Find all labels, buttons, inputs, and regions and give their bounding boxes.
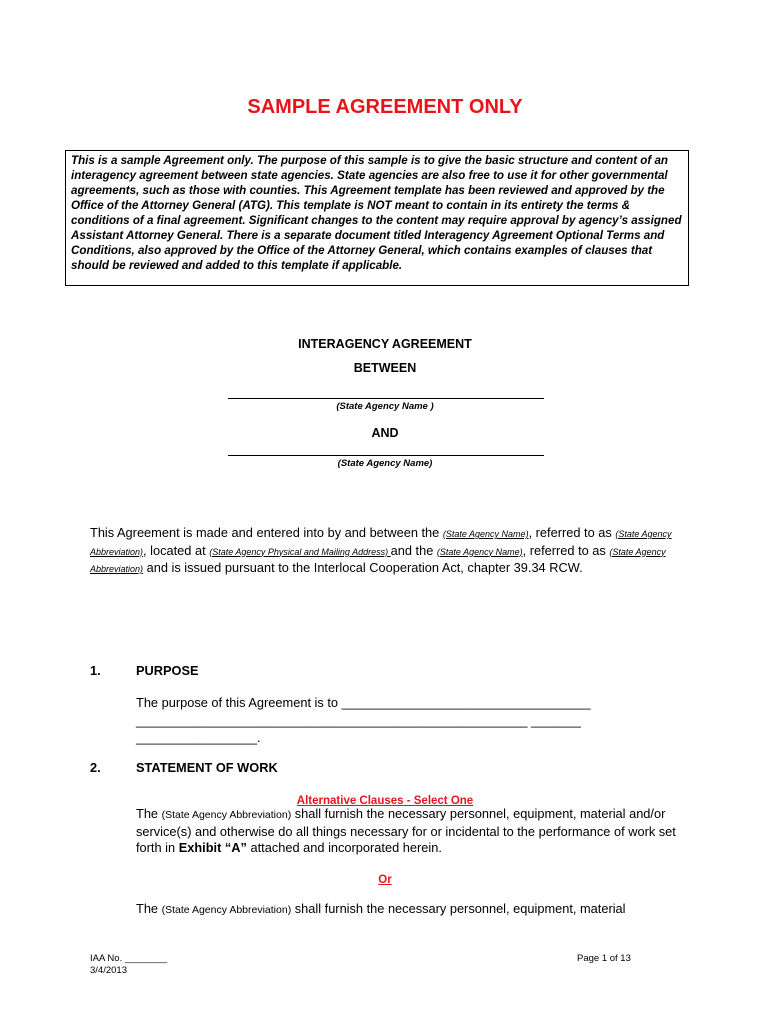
sample-notice-box: This is a sample Agreement only. The purpose of this sample is to give the basic structure and content of an interagency agreement between state agencies. State agencies are also free to use it for other governmental agreements, such as those with counties. This Agreement template has been reviewed and approved by the Office of the Attorney General (ATG). This template is NOT meant to contain in its entirety the terms & conditions of a final agreement. Significant changes to the content may require approval by agency’s assigned Assistant Attorney General. There is a separate document titled Interagency Agreement Optional Terms and Conditions, also approved by the Office of the Attorney General, which contains examples of clauses that should be reviewed and added to this template if applicable.	[65, 150, 689, 286]
footer-left	[90, 953, 167, 977]
purpose-line: _______________________________________________________ _______	[136, 712, 581, 728]
statement-of-work-option2	[136, 901, 681, 919]
placeholder-agency-name: (State Agency Name)	[436, 546, 523, 557]
agreement-heading: INTERAGENCY AGREEMENT	[298, 337, 472, 351]
sow-text: The	[136, 901, 162, 916]
intro-text: , referred to as	[522, 542, 610, 558]
page-number: Page 1 of 13	[577, 953, 631, 964]
iaa-number: IAA No. ________	[90, 953, 168, 964]
section1-number: 1.	[90, 663, 101, 678]
party2-signature-line	[228, 455, 544, 456]
and-heading: AND	[371, 426, 399, 440]
statement-of-work-option1	[136, 806, 681, 857]
sow-text: attached and incorporated herein.	[246, 840, 442, 855]
footer-date: 3/4/2013	[90, 965, 127, 976]
placeholder-agency-address: (State Agency Physical and Mailing Address)	[209, 546, 391, 557]
sow-text: The	[136, 806, 162, 821]
sow-text: shall furnish the necessary personnel, equipment, material and/or service(s) and otherwise do all things necessary for or incidental to the performance of work set forth in	[136, 806, 676, 855]
document-title: SAMPLE AGREEMENT ONLY	[247, 96, 523, 118]
placeholder-agency-abbreviation: (State Agency Abbreviation)	[90, 546, 666, 574]
sow-text: shall furnish the necessary personnel, equipment, material	[291, 901, 626, 916]
section1-body	[136, 694, 681, 747]
placeholder-agency-abbreviation: (State Agency Abbreviation)	[161, 809, 292, 821]
purpose-line: _________________.	[136, 730, 261, 745]
intro-text: , located at	[143, 542, 210, 558]
placeholder-agency-abbreviation: (State Agency Abbreviation)	[161, 904, 292, 916]
or-separator	[0, 870, 770, 888]
placeholder-agency-abbreviation: (State Agency Abbreviation)	[90, 529, 672, 557]
section2-number: 2.	[90, 760, 101, 775]
section2-title: STATEMENT OF WORK	[136, 760, 278, 775]
intro-text: and is issued pursuant to the Interlocal Cooperation Act, chapter 39.34 RCW.	[143, 560, 583, 575]
or-label: Or	[378, 874, 392, 886]
intro-text: and the	[390, 542, 437, 558]
between-heading: BETWEEN	[353, 361, 417, 375]
party1-caption: (State Agency Name )	[336, 401, 434, 412]
party1-signature-line	[228, 398, 544, 399]
intro-text: This Agreement is made and entered into by and between the	[90, 525, 443, 540]
purpose-line: The purpose of this Agreement is to ___________________________________	[136, 695, 591, 710]
alternative-clauses-label: Alternative Clauses - Select One	[296, 795, 474, 807]
intro-paragraph	[90, 525, 690, 578]
exhibit-reference: Exhibit “A”	[178, 840, 247, 855]
section1-title: PURPOSE	[136, 663, 199, 678]
placeholder-agency-name: (State Agency Name)	[442, 529, 529, 539]
intro-text: , referred to as	[528, 525, 616, 540]
party2-caption: (State Agency Name)	[337, 458, 433, 469]
